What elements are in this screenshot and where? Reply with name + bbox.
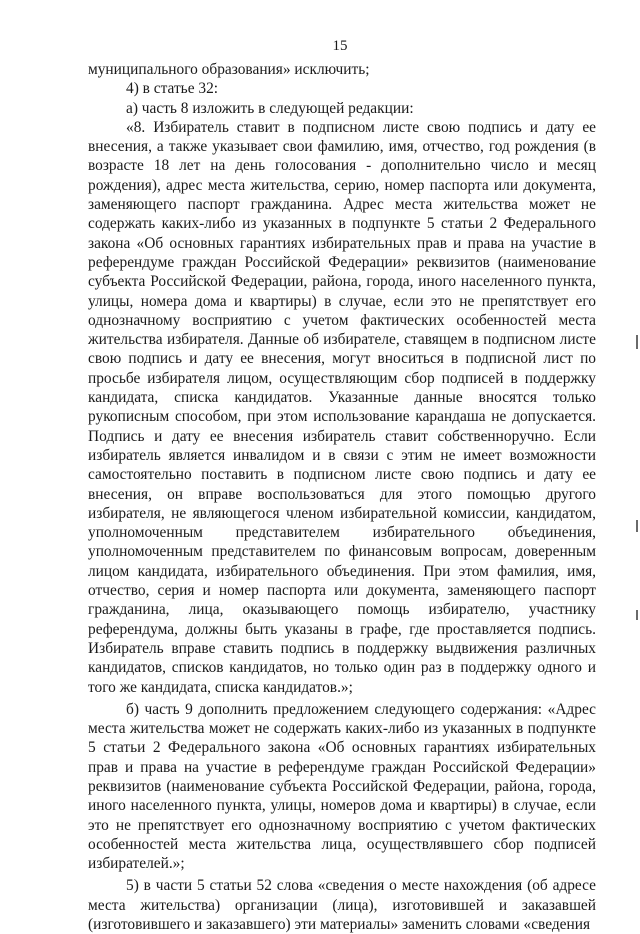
document-body (88, 60, 596, 934)
paragraph-item-5: 5) в части 5 статьи 52 слова «сведения о месте нахождения (об адресе места жительства) организации (лица), изготовившей и заказавшей (изготовившего и заказавшего) эти материалы» заменить словами «сведения (88, 877, 596, 934)
scan-edge-mark (636, 610, 638, 620)
paragraph-part-8-text: «8. Избиратель ставит в подписном листе свою подпись и дату ее внесения, а также указывает свои фамилию, имя, отчество, год рождения (в возрасте 18 лет на день голосования - дополнительно число и месяц рождения), адрес места жительства, серию, номер паспорта или документа, заменяющего паспорт гражданина. Адрес места жительства может не содержать каких-либо из указанных в подпункте 5 статьи 2 Федерального закона «Об основных гарантиях избирательных прав и права на участие в референдуме граждан Российской Федерации» реквизитов (наименование субъекта Российской Федерации, района, города, иного населенного пункта, улицы, номера дома и квартиры) в случае, если это не препятствует его однозначному восприятию с учетом фактических особенностей места жительства избирателя. Данные об избирателе, ставящем в подписном листе свою подпись и дату ее внесения, могут вноситься в подписной лист по просьбе избирателя лицом, осуществляющим сбор подписей в поддержку кандидата, списка кандидатов. Указанные данные вносятся только рукописным способом, при этом использование карандаша не допускается. Подпись и дату ее внесения избиратель ставит собственноручно. Если избиратель является инвалидом и в связи с этим не имеет возможности самостоятельно поставить в подписном листе свою подпись и дату ее внесения, он вправе воспользоваться для этого помощью другого избирателя, не являющегося членом избирательной комиссии, кандидатом, уполномоченным представителем избирательного объединения, уполномоченным представителем по финансовым вопросам, доверенным лицом кандидата, избирательного объединения. При этом фамилия, имя, отчество, серия и номер паспорта или документа, заменяющего паспорт гражданина, лица, оказывающего помощь избирателю, участнику референдума, должны быть указаны в графе, где проставляется подпись. Избиратель вправе ставить подпись в поддержку выдвижения различных кандидатов, списков кандидатов, но только один раз в поддержку одного и того же кандидата, списка кандидатов.»; (88, 118, 596, 696)
paragraph-subitem-b: б) часть 9 дополнить предложением следующего содержания: «Адрес места жительства может не содержать каких-либо из указанных в подпункте 5 статьи 2 Федерального закона «Об основных гарантиях избирательных прав и права на участие в референдуме граждан Российской Федерации» реквизитов (наименование субъекта Российской Федерации, района, города, иного населенного пункта, улицы, номеров дома и квартиры) в случае, если это не препятствует его однозначному восприятию с учетом фактических особенностей места жительства лица, осуществлявшего сбор подписей избирателей.»; (88, 700, 596, 873)
scan-edge-mark (636, 520, 638, 532)
paragraph-subitem-a-heading: а) часть 8 изложить в следующей редакции: (126, 99, 414, 117)
paragraph-item-4-heading: 4) в статье 32: (126, 80, 219, 98)
scan-edge-mark (636, 335, 638, 349)
page-number: 15 (332, 38, 348, 54)
paragraph-municipal-exclusion: муниципального образования» исключить; (88, 61, 370, 78)
